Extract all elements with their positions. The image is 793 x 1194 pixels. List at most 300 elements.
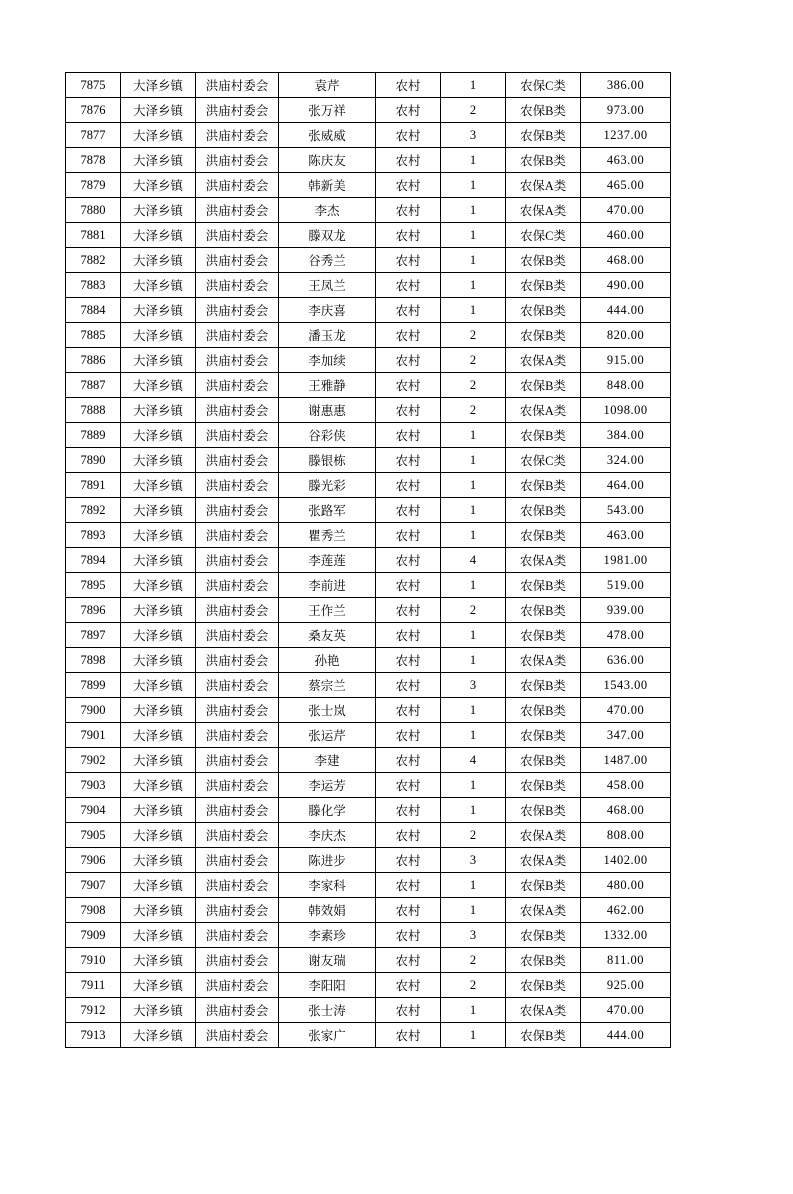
table-row xyxy=(66,648,671,673)
cell-id: 7899 xyxy=(66,673,121,698)
table-row xyxy=(66,298,671,323)
cell-count: 2 xyxy=(441,823,506,848)
cell-name: 滕光彩 xyxy=(279,473,376,498)
cell-area_type: 农村 xyxy=(376,673,441,698)
cell-town: 大泽乡镇 xyxy=(121,373,196,398)
cell-id: 7882 xyxy=(66,248,121,273)
table-row xyxy=(66,698,671,723)
table-row xyxy=(66,323,671,348)
cell-village: 洪庙村委会 xyxy=(196,173,279,198)
cell-town: 大泽乡镇 xyxy=(121,448,196,473)
cell-insurance_type: 农保B类 xyxy=(506,273,581,298)
cell-village: 洪庙村委会 xyxy=(196,298,279,323)
cell-area_type: 农村 xyxy=(376,948,441,973)
cell-id: 7909 xyxy=(66,923,121,948)
cell-town: 大泽乡镇 xyxy=(121,948,196,973)
table-row xyxy=(66,523,671,548)
cell-area_type: 农村 xyxy=(376,973,441,998)
cell-village: 洪庙村委会 xyxy=(196,448,279,473)
table-row xyxy=(66,398,671,423)
cell-area_type: 农村 xyxy=(376,573,441,598)
cell-id: 7888 xyxy=(66,398,121,423)
cell-area_type: 农村 xyxy=(376,423,441,448)
cell-village: 洪庙村委会 xyxy=(196,723,279,748)
cell-id: 7908 xyxy=(66,898,121,923)
cell-amount: 1237.00 xyxy=(581,123,671,148)
cell-area_type: 农村 xyxy=(376,998,441,1023)
cell-village: 洪庙村委会 xyxy=(196,373,279,398)
table-row xyxy=(66,498,671,523)
cell-amount: 468.00 xyxy=(581,798,671,823)
cell-amount: 444.00 xyxy=(581,298,671,323)
cell-town: 大泽乡镇 xyxy=(121,523,196,548)
cell-name: 孙艳 xyxy=(279,648,376,673)
cell-insurance_type: 农保B类 xyxy=(506,1023,581,1048)
cell-area_type: 农村 xyxy=(376,448,441,473)
cell-amount: 808.00 xyxy=(581,823,671,848)
cell-area_type: 农村 xyxy=(376,823,441,848)
cell-town: 大泽乡镇 xyxy=(121,598,196,623)
cell-area_type: 农村 xyxy=(376,173,441,198)
cell-id: 7876 xyxy=(66,98,121,123)
cell-count: 3 xyxy=(441,673,506,698)
cell-id: 7895 xyxy=(66,573,121,598)
cell-town: 大泽乡镇 xyxy=(121,1023,196,1048)
cell-amount: 460.00 xyxy=(581,223,671,248)
cell-count: 3 xyxy=(441,848,506,873)
table-row xyxy=(66,173,671,198)
cell-insurance_type: 农保B类 xyxy=(506,298,581,323)
cell-id: 7877 xyxy=(66,123,121,148)
cell-insurance_type: 农保A类 xyxy=(506,998,581,1023)
cell-insurance_type: 农保B类 xyxy=(506,248,581,273)
cell-count: 2 xyxy=(441,973,506,998)
cell-amount: 470.00 xyxy=(581,998,671,1023)
cell-id: 7905 xyxy=(66,823,121,848)
cell-village: 洪庙村委会 xyxy=(196,198,279,223)
cell-name: 张士岚 xyxy=(279,698,376,723)
table-row xyxy=(66,423,671,448)
cell-insurance_type: 农保A类 xyxy=(506,173,581,198)
cell-town: 大泽乡镇 xyxy=(121,273,196,298)
cell-insurance_type: 农保B类 xyxy=(506,673,581,698)
cell-area_type: 农村 xyxy=(376,198,441,223)
cell-village: 洪庙村委会 xyxy=(196,923,279,948)
cell-village: 洪庙村委会 xyxy=(196,848,279,873)
cell-count: 2 xyxy=(441,948,506,973)
table-row xyxy=(66,998,671,1023)
cell-village: 洪庙村委会 xyxy=(196,698,279,723)
cell-insurance_type: 农保A类 xyxy=(506,198,581,223)
cell-name: 张威威 xyxy=(279,123,376,148)
cell-area_type: 农村 xyxy=(376,523,441,548)
cell-town: 大泽乡镇 xyxy=(121,473,196,498)
cell-count: 1 xyxy=(441,148,506,173)
cell-name: 李建 xyxy=(279,748,376,773)
cell-village: 洪庙村委会 xyxy=(196,573,279,598)
table-row xyxy=(66,448,671,473)
cell-id: 7880 xyxy=(66,198,121,223)
cell-id: 7892 xyxy=(66,498,121,523)
cell-count: 1 xyxy=(441,248,506,273)
table-row xyxy=(66,798,671,823)
cell-amount: 478.00 xyxy=(581,623,671,648)
cell-insurance_type: 农保B类 xyxy=(506,573,581,598)
table-row xyxy=(66,973,671,998)
cell-insurance_type: 农保B类 xyxy=(506,98,581,123)
cell-id: 7879 xyxy=(66,173,121,198)
cell-village: 洪庙村委会 xyxy=(196,948,279,973)
cell-count: 1 xyxy=(441,723,506,748)
cell-insurance_type: 农保B类 xyxy=(506,123,581,148)
cell-town: 大泽乡镇 xyxy=(121,573,196,598)
cell-town: 大泽乡镇 xyxy=(121,973,196,998)
cell-id: 7883 xyxy=(66,273,121,298)
cell-village: 洪庙村委会 xyxy=(196,548,279,573)
cell-name: 张万祥 xyxy=(279,98,376,123)
cell-area_type: 农村 xyxy=(376,148,441,173)
cell-count: 1 xyxy=(441,623,506,648)
cell-town: 大泽乡镇 xyxy=(121,323,196,348)
table-row xyxy=(66,248,671,273)
cell-id: 7904 xyxy=(66,798,121,823)
cell-amount: 324.00 xyxy=(581,448,671,473)
table-row xyxy=(66,923,671,948)
cell-insurance_type: 农保B类 xyxy=(506,623,581,648)
cell-town: 大泽乡镇 xyxy=(121,998,196,1023)
cell-amount: 820.00 xyxy=(581,323,671,348)
cell-name: 李庆杰 xyxy=(279,823,376,848)
cell-amount: 1487.00 xyxy=(581,748,671,773)
cell-amount: 1981.00 xyxy=(581,548,671,573)
cell-area_type: 农村 xyxy=(376,723,441,748)
cell-town: 大泽乡镇 xyxy=(121,798,196,823)
table-row xyxy=(66,473,671,498)
cell-id: 7889 xyxy=(66,423,121,448)
cell-insurance_type: 农保A类 xyxy=(506,548,581,573)
cell-area_type: 农村 xyxy=(376,498,441,523)
cell-count: 1 xyxy=(441,198,506,223)
cell-count: 1 xyxy=(441,698,506,723)
cell-area_type: 农村 xyxy=(376,648,441,673)
table-row xyxy=(66,748,671,773)
cell-area_type: 农村 xyxy=(376,73,441,98)
cell-id: 7897 xyxy=(66,623,121,648)
cell-area_type: 农村 xyxy=(376,848,441,873)
table-row xyxy=(66,773,671,798)
table-row xyxy=(66,123,671,148)
cell-area_type: 农村 xyxy=(376,273,441,298)
cell-town: 大泽乡镇 xyxy=(121,723,196,748)
cell-id: 7900 xyxy=(66,698,121,723)
cell-count: 2 xyxy=(441,398,506,423)
cell-insurance_type: 农保C类 xyxy=(506,448,581,473)
cell-area_type: 农村 xyxy=(376,623,441,648)
table-row xyxy=(66,348,671,373)
cell-town: 大泽乡镇 xyxy=(121,773,196,798)
cell-village: 洪庙村委会 xyxy=(196,423,279,448)
cell-name: 王凤兰 xyxy=(279,273,376,298)
cell-name: 潘玉龙 xyxy=(279,323,376,348)
cell-town: 大泽乡镇 xyxy=(121,898,196,923)
cell-town: 大泽乡镇 xyxy=(121,648,196,673)
cell-amount: 465.00 xyxy=(581,173,671,198)
cell-insurance_type: 农保B类 xyxy=(506,798,581,823)
cell-insurance_type: 农保B类 xyxy=(506,873,581,898)
cell-name: 李前进 xyxy=(279,573,376,598)
cell-amount: 848.00 xyxy=(581,373,671,398)
cell-count: 1 xyxy=(441,648,506,673)
cell-amount: 468.00 xyxy=(581,248,671,273)
cell-count: 1 xyxy=(441,223,506,248)
cell-amount: 458.00 xyxy=(581,773,671,798)
cell-town: 大泽乡镇 xyxy=(121,823,196,848)
cell-name: 袁芹 xyxy=(279,73,376,98)
document-page xyxy=(0,72,793,1194)
cell-village: 洪庙村委会 xyxy=(196,973,279,998)
cell-insurance_type: 农保A类 xyxy=(506,348,581,373)
table-row xyxy=(66,723,671,748)
cell-id: 7911 xyxy=(66,973,121,998)
cell-area_type: 农村 xyxy=(376,798,441,823)
cell-name: 李阳阳 xyxy=(279,973,376,998)
cell-town: 大泽乡镇 xyxy=(121,123,196,148)
cell-amount: 543.00 xyxy=(581,498,671,523)
cell-amount: 636.00 xyxy=(581,648,671,673)
cell-village: 洪庙村委会 xyxy=(196,498,279,523)
cell-amount: 462.00 xyxy=(581,898,671,923)
cell-insurance_type: 农保B类 xyxy=(506,373,581,398)
cell-name: 滕银栋 xyxy=(279,448,376,473)
cell-area_type: 农村 xyxy=(376,348,441,373)
table-row xyxy=(66,1023,671,1048)
cell-insurance_type: 农保B类 xyxy=(506,423,581,448)
cell-name: 李素珍 xyxy=(279,923,376,948)
cell-name: 张路军 xyxy=(279,498,376,523)
cell-count: 1 xyxy=(441,448,506,473)
table-row xyxy=(66,873,671,898)
cell-count: 1 xyxy=(441,498,506,523)
cell-amount: 464.00 xyxy=(581,473,671,498)
cell-town: 大泽乡镇 xyxy=(121,873,196,898)
cell-name: 谷彩侠 xyxy=(279,423,376,448)
cell-village: 洪庙村委会 xyxy=(196,798,279,823)
cell-area_type: 农村 xyxy=(376,248,441,273)
cell-amount: 1098.00 xyxy=(581,398,671,423)
cell-amount: 939.00 xyxy=(581,598,671,623)
cell-count: 1 xyxy=(441,573,506,598)
cell-id: 7896 xyxy=(66,598,121,623)
cell-name: 谢友瑞 xyxy=(279,948,376,973)
table-row xyxy=(66,823,671,848)
cell-insurance_type: 农保B类 xyxy=(506,973,581,998)
cell-id: 7901 xyxy=(66,723,121,748)
cell-id: 7881 xyxy=(66,223,121,248)
cell-count: 2 xyxy=(441,373,506,398)
cell-town: 大泽乡镇 xyxy=(121,923,196,948)
table-row xyxy=(66,598,671,623)
cell-village: 洪庙村委会 xyxy=(196,473,279,498)
cell-count: 1 xyxy=(441,473,506,498)
cell-village: 洪庙村委会 xyxy=(196,623,279,648)
cell-town: 大泽乡镇 xyxy=(121,248,196,273)
table-row xyxy=(66,148,671,173)
table-row xyxy=(66,73,671,98)
cell-count: 1 xyxy=(441,798,506,823)
cell-area_type: 农村 xyxy=(376,898,441,923)
cell-insurance_type: 农保B类 xyxy=(506,948,581,973)
cell-amount: 470.00 xyxy=(581,698,671,723)
cell-id: 7894 xyxy=(66,548,121,573)
cell-count: 1 xyxy=(441,423,506,448)
cell-id: 7891 xyxy=(66,473,121,498)
cell-id: 7913 xyxy=(66,1023,121,1048)
cell-id: 7907 xyxy=(66,873,121,898)
cell-count: 1 xyxy=(441,1023,506,1048)
cell-area_type: 农村 xyxy=(376,98,441,123)
cell-count: 1 xyxy=(441,73,506,98)
cell-id: 7887 xyxy=(66,373,121,398)
cell-id: 7902 xyxy=(66,748,121,773)
cell-count: 2 xyxy=(441,98,506,123)
cell-amount: 490.00 xyxy=(581,273,671,298)
cell-area_type: 农村 xyxy=(376,223,441,248)
cell-town: 大泽乡镇 xyxy=(121,173,196,198)
cell-area_type: 农村 xyxy=(376,598,441,623)
cell-area_type: 农村 xyxy=(376,698,441,723)
cell-town: 大泽乡镇 xyxy=(121,298,196,323)
cell-insurance_type: 农保B类 xyxy=(506,723,581,748)
cell-insurance_type: 农保B类 xyxy=(506,598,581,623)
cell-name: 谷秀兰 xyxy=(279,248,376,273)
cell-town: 大泽乡镇 xyxy=(121,673,196,698)
table-row xyxy=(66,623,671,648)
cell-count: 1 xyxy=(441,773,506,798)
cell-town: 大泽乡镇 xyxy=(121,73,196,98)
cell-amount: 811.00 xyxy=(581,948,671,973)
cell-amount: 347.00 xyxy=(581,723,671,748)
cell-amount: 1332.00 xyxy=(581,923,671,948)
cell-area_type: 农村 xyxy=(376,323,441,348)
cell-name: 韩新美 xyxy=(279,173,376,198)
cell-insurance_type: 农保B类 xyxy=(506,473,581,498)
cell-name: 李杰 xyxy=(279,198,376,223)
cell-village: 洪庙村委会 xyxy=(196,998,279,1023)
cell-town: 大泽乡镇 xyxy=(121,223,196,248)
cell-name: 陈庆友 xyxy=(279,148,376,173)
cell-area_type: 农村 xyxy=(376,123,441,148)
cell-name: 蔡宗兰 xyxy=(279,673,376,698)
cell-insurance_type: 农保B类 xyxy=(506,698,581,723)
cell-village: 洪庙村委会 xyxy=(196,598,279,623)
cell-name: 桑友英 xyxy=(279,623,376,648)
cell-name: 滕化学 xyxy=(279,798,376,823)
cell-village: 洪庙村委会 xyxy=(196,773,279,798)
cell-village: 洪庙村委会 xyxy=(196,73,279,98)
cell-name: 瞿秀兰 xyxy=(279,523,376,548)
cell-insurance_type: 农保B类 xyxy=(506,148,581,173)
table-row xyxy=(66,673,671,698)
cell-amount: 463.00 xyxy=(581,523,671,548)
cell-name: 韩效娟 xyxy=(279,898,376,923)
cell-area_type: 农村 xyxy=(376,923,441,948)
cell-count: 2 xyxy=(441,323,506,348)
cell-town: 大泽乡镇 xyxy=(121,548,196,573)
cell-name: 王作兰 xyxy=(279,598,376,623)
cell-town: 大泽乡镇 xyxy=(121,623,196,648)
cell-id: 7903 xyxy=(66,773,121,798)
cell-count: 4 xyxy=(441,748,506,773)
cell-insurance_type: 农保A类 xyxy=(506,398,581,423)
cell-id: 7898 xyxy=(66,648,121,673)
cell-insurance_type: 农保A类 xyxy=(506,848,581,873)
cell-name: 李家科 xyxy=(279,873,376,898)
cell-name: 陈进步 xyxy=(279,848,376,873)
cell-count: 3 xyxy=(441,923,506,948)
table-row xyxy=(66,373,671,398)
cell-count: 1 xyxy=(441,998,506,1023)
cell-town: 大泽乡镇 xyxy=(121,748,196,773)
cell-village: 洪庙村委会 xyxy=(196,873,279,898)
cell-amount: 973.00 xyxy=(581,98,671,123)
table-row xyxy=(66,948,671,973)
cell-id: 7910 xyxy=(66,948,121,973)
cell-village: 洪庙村委会 xyxy=(196,823,279,848)
cell-amount: 925.00 xyxy=(581,973,671,998)
cell-village: 洪庙村委会 xyxy=(196,98,279,123)
cell-village: 洪庙村委会 xyxy=(196,898,279,923)
table-row xyxy=(66,98,671,123)
cell-village: 洪庙村委会 xyxy=(196,523,279,548)
table-row xyxy=(66,573,671,598)
cell-insurance_type: 农保A类 xyxy=(506,648,581,673)
cell-count: 2 xyxy=(441,348,506,373)
cell-insurance_type: 农保B类 xyxy=(506,923,581,948)
cell-count: 1 xyxy=(441,273,506,298)
cell-village: 洪庙村委会 xyxy=(196,348,279,373)
cell-count: 1 xyxy=(441,523,506,548)
cell-insurance_type: 农保B类 xyxy=(506,323,581,348)
cell-id: 7875 xyxy=(66,73,121,98)
table-row xyxy=(66,198,671,223)
cell-amount: 384.00 xyxy=(581,423,671,448)
cell-name: 李莲莲 xyxy=(279,548,376,573)
cell-amount: 480.00 xyxy=(581,873,671,898)
cell-count: 1 xyxy=(441,898,506,923)
cell-insurance_type: 农保B类 xyxy=(506,773,581,798)
cell-area_type: 农村 xyxy=(376,748,441,773)
cell-insurance_type: 农保A类 xyxy=(506,823,581,848)
cell-id: 7912 xyxy=(66,998,121,1023)
cell-insurance_type: 农保B类 xyxy=(506,523,581,548)
cell-village: 洪庙村委会 xyxy=(196,123,279,148)
cell-name: 李加续 xyxy=(279,348,376,373)
subsidy-table xyxy=(65,72,671,1048)
cell-amount: 1402.00 xyxy=(581,848,671,873)
cell-area_type: 农村 xyxy=(376,548,441,573)
cell-count: 1 xyxy=(441,298,506,323)
cell-id: 7906 xyxy=(66,848,121,873)
cell-village: 洪庙村委会 xyxy=(196,673,279,698)
cell-amount: 519.00 xyxy=(581,573,671,598)
cell-village: 洪庙村委会 xyxy=(196,148,279,173)
cell-area_type: 农村 xyxy=(376,1023,441,1048)
cell-insurance_type: 农保C类 xyxy=(506,223,581,248)
cell-area_type: 农村 xyxy=(376,473,441,498)
table-row xyxy=(66,273,671,298)
cell-name: 张士涛 xyxy=(279,998,376,1023)
cell-count: 1 xyxy=(441,873,506,898)
